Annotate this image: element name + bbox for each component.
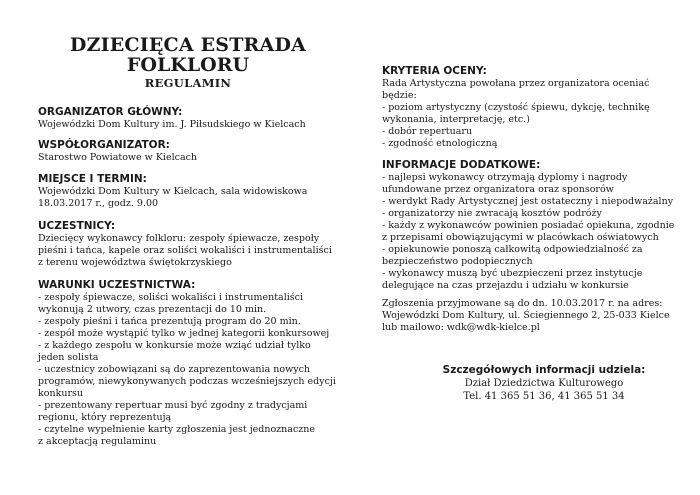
uczestnicy-line-1: Dziecięcy wykonawcy folkloru: zespoły śpiewacze, zespoły <box>38 233 320 244</box>
kryteria-heading: KRYTERIA OCENY: <box>382 65 487 77</box>
warunki-line: - z każdego zespołu w konkursie może wziąć udział tylko <box>38 340 311 351</box>
informacje-line: - opiekunowie ponoszą całkowitą odpowiedzialność za <box>382 244 643 255</box>
informacje-line: - werdykt Rady Artystycznej jest ostateczny i niepodważalny <box>382 196 674 207</box>
warunki-line: z akceptacją regulaminu <box>38 436 157 447</box>
informacje-heading: INFORMACJE DODATKOWE: <box>382 159 541 171</box>
warunki-line: - czytelne wypełnienie karty zgłoszenia jest jednoznaczne <box>38 424 316 435</box>
title-line-2: FOLKLORU <box>126 54 250 76</box>
title-line-1: DZIECIĘCA ESTRADA <box>69 34 307 56</box>
informacje-line: - najlepsi wykonawcy otrzymają dyplomy i nagrody <box>382 172 628 183</box>
kryteria-line: - dobór repertuaru <box>382 126 473 137</box>
uczestnicy-line-2: pieśni i tańca, kapele oraz soliści wokaliści i instrumentaliści <box>38 245 332 256</box>
organizator-heading: ORGANIZATOR GŁÓWNY: <box>38 106 183 118</box>
miejsce-heading: MIEJSCE I TERMIN: <box>38 173 147 185</box>
kryteria-line: Rada Artystyczna powołana przez organizatora oceniać <box>382 78 650 89</box>
kontakt-heading: Szczegółowych informacji udziela: <box>442 364 646 376</box>
warunki-line: - zespoły pieśni i tańca prezentują program do 20 min. <box>38 316 301 327</box>
kryteria-line: będzie: <box>382 90 417 101</box>
wspolorganizator-text: Starostwo Powiatowe w Kielcach <box>38 152 198 163</box>
zgloszenia-email[interactable]: lub mailowo: wdk@wdk-kielce.pl <box>382 322 540 333</box>
title-subtitle: REGULAMIN <box>144 76 232 90</box>
warunki-line: konkursu <box>38 388 84 399</box>
warunki-line: jeden solista <box>38 352 99 363</box>
warunki-line: - prezentowany repertuar musi być zgodny z tradycjami <box>38 400 308 411</box>
zgloszenia-address: Wojewódzki Dom Kultury, ul. Ściegiennego 2, 25-033 Kielce <box>382 310 670 321</box>
informacje-line: z przepisami obowiązującymi w placówkach oświatowych <box>382 232 659 243</box>
kontakt-phone: Tel. 41 365 51 36, 41 365 51 34 <box>463 391 625 402</box>
kryteria-line: - poziom artystyczny (czystość śpiewu, dykcję, technikę <box>382 102 650 113</box>
warunki-line: - zespoły śpiewacze, soliści wokaliści i instrumentaliści <box>38 292 304 303</box>
kryteria-line: wykonania, interpretację, etc.) <box>382 114 530 125</box>
wspolorganizator-heading: WSPÓŁORGANIZATOR: <box>38 139 170 151</box>
warunki-line: programów, niewykonywanych podczas wcześniejszych edycji <box>38 376 336 387</box>
warunki-line: regionu, który reprezentują <box>38 412 172 423</box>
informacje-line: - organizatorzy nie zwracają kosztów podróży <box>382 208 602 219</box>
uczestnicy-line-3: z terenu województwa świętokrzyskiego <box>38 257 232 268</box>
warunki-line: - zespół może wystąpić tylko w jednej kategorii konkursowej <box>38 328 330 339</box>
kontakt-department: Dział Dziedzictwa Kulturowego <box>464 378 624 389</box>
warunki-line: wykonują 2 utwory, czas prezentacji do 10 min. <box>38 304 267 315</box>
warunki-heading: WARUNKI UCZESTNICTWA: <box>38 279 196 291</box>
kryteria-line: - zgodność etnologiczną <box>382 138 498 149</box>
informacje-line: delegujące na czas przejazdu i udziału w konkursie <box>382 280 629 291</box>
uczestnicy-heading: UCZESTNICY: <box>38 220 116 232</box>
informacje-line: ufundowane przez organizatora oraz sponsorów <box>382 184 614 195</box>
warunki-line: - uczestnicy zobowiązani są do zaprezentowania nowych <box>38 364 311 375</box>
informacje-line: bezpieczeństwo podopiecznych <box>382 256 533 267</box>
zgloszenia-line: Zgłoszenia przyjmowane są do dn. 10.03.2017 r. na adres: <box>382 298 663 309</box>
informacje-line: - wykonawcy muszą być ubezpieczeni przez instytucje <box>382 268 643 279</box>
miejsce-line-1: Wojewódzki Dom Kultury w Kielcach, sala widowiskowa <box>38 186 308 197</box>
organizator-text: Wojewódzki Dom Kultury im. J. Piłsudskiego w Kielcach <box>38 119 306 130</box>
miejsce-line-2: 18.03.2017 r., godz. 9.00 <box>38 198 159 209</box>
informacje-line: - każdy z wykonawców powinien posiadać opiekuna, zgodnie <box>382 220 675 231</box>
